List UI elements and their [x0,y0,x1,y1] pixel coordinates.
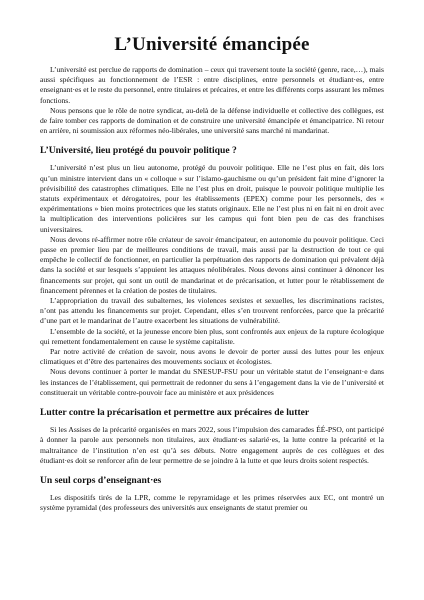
section-heading-politique: L’Université, lieu protégé du pouvoir politique ? [40,145,237,157]
precarisation-paragraph-1: Si les Assises de la précarité organisées en mars 2022, sous l’impulsion des camarades ÉÉ-PSO, ont participé à donner la parole aux personnels non titulaires, aux étudiant·es salarié·es, la lutte contre la précarité et la maltraitance de l’institution n’en est qu’à ses débuts. Notre engagement auprès de ces collègues et des étudiant·es doit se renforcer afin de leur permettre de se joindre à la lutte et que leurs droits soient respectés. [40,425,384,465]
politique-paragraph-5: Par notre activité de création de savoir, nous avons le devoir de porter aussi des luttes pour les enjeux climatiques et d’être des partenaires des mouvements sociaux et écologistes. [40,347,384,367]
intro-paragraph-2: Nous pensons que le rôle de notre syndicat, au-delà de la défense individuelle et collective des collègues, est de faire tomber ces rapports de domination et de construire une université émancipée et émancipatrice. Ni retour en arrière, ni soumission aux réformes néo-libérales, une université sans marché ni mandarinat. [40,105,384,136]
politique-paragraph-3: L’appropriation du travail des subalternes, les violences sexistes et sexuelles, les discriminations racistes, n’ont pas attendu les financements sur projet. Cependant, elles s’en trouvent renforcées, parce que la précarité d’une part et le mandarinat de l’autre exacerbent les situations de vulnérabilité. [40,296,384,326]
politique-paragraph-1: L’université n’est plus un lieu autonome, protégé du pouvoir politique. Elle ne l’est plus en fait, dès lors qu’un ministre intervient dans un « colloque » sur l’islamo-gauchisme ou qu’un président fait mine d’ignorer la prévisibilité des catastrophes climatiques. Elle ne l’est plus en droit, puisque le pouvoir politique multiplie les statuts expérimentaux et dérogatoires, pour les établissements (EPEX) comme pour les personnels, des « expérimentations » bien moins protectrices que les statuts originaux. Elle ne l’est plus ni en fait ni en droit avec la multiplication des interventions policières sur les campus qui font bien peu de cas des franchises universitaires. [40,163,384,234]
intro-paragraph-1: L’université est perclue de rapports de domination – ceux qui traversent toute la société (genre, race,…), mais aussi spécifiques au fonctionnement de l’ESR : entre disciplines, entre personnels et étudiant·es, entre enseignant·es et le reste du personnel, entre titulaires et précaires, et entre les différents corps assurant les mêmes fonctions. [40,65,384,105]
section-heading-corps: Un seul corps d’enseignant·es [40,474,162,486]
politique-paragraph-2: Nous devons ré-affirmer notre rôle créateur de savoir émancipateur, en autonomie du pouvoir politique. Ceci passe en premier lieu par de meilleures conditions de travail, mais aussi par la destruction de tout ce qui empêche le collectif de fonctionner, en particulier la perpétuation des rapports de domination qui prévalent déjà dans la société et sur lesquels s’appuient les attaques néolibérales. Nous devons ainsi continuer à dénoncer les financements sur projet, qui sont un outil de mandarinat et de précarisation, et lutter pour le rétablissement de financement pérennes et la création de postes de titulaires. [40,234,384,295]
document-title: L’Université émancipée [114,34,310,55]
section-heading-precarisation: Lutter contre la précarisation et permettre aux précaires de lutter [40,407,310,419]
politique-paragraph-6: Nous devons continuer à porter le mandat du SNESUP-FSU pour un véritable statut de l’enseignant·e dans les instances de l’établissement, qui permettrait de redonner du sens à l’engagement dans la vie de l’université et constituerait un véritable contre-pouvoir face au ministère et aux présidences [40,367,384,397]
politique-paragraph-4: L’ensemble de la société, et la jeunesse encore bien plus, sont confrontés aux enjeux de la rupture écologique qui remettent fondamentalement en cause le système capitaliste. [40,326,384,346]
corps-paragraph-1: Les dispositifs tirés de la LPR, comme le repyramidage et les primes réservées aux EC, ont montré un système pyramidal (des professeurs des universités aux enseignants de statut premier ou [40,492,384,513]
